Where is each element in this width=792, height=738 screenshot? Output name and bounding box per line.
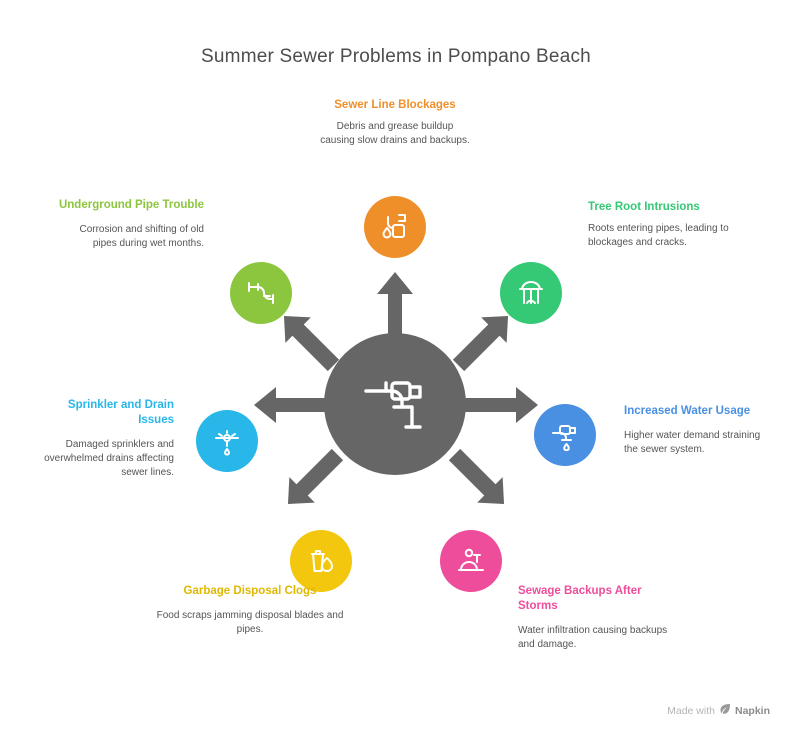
block-garbage-disposal-clogs: [148, 584, 352, 637]
node-sprinkler-and-drain-issues[interactable]: [196, 410, 258, 472]
node-garbage-disposal-clogs[interactable]: [290, 530, 352, 592]
block-desc: Water infiltration causing backups and damage.: [518, 625, 668, 650]
block-title: Underground Pipe Trouble: [58, 199, 204, 211]
node-underground-pipe-trouble[interactable]: [230, 262, 292, 324]
block-sewage-backups-after-storms: [518, 584, 668, 652]
arrow-down-left: [276, 444, 348, 516]
made-with-label: Made with: [667, 704, 715, 717]
node-sewage-backups-after-storms[interactable]: [440, 530, 502, 592]
block-desc: Corrosion and shifting of old pipes during wet months.: [79, 224, 204, 249]
block-desc: Higher water demand straining the sewer system.: [624, 430, 761, 455]
block-tree-root-intrusions: [588, 200, 738, 250]
sprinkler-icon: [211, 425, 243, 457]
waste-bin-icon: [305, 545, 337, 577]
faucet-drip-icon: [549, 419, 581, 451]
napkin-brand-label: Napkin: [734, 704, 770, 717]
arrow-left: [252, 384, 332, 426]
pipe-faucet-icon: [362, 375, 428, 433]
block-title: Garbage Disposal Clogs: [183, 585, 317, 597]
block-desc: Food scraps jamming disposal blades and pipes.: [156, 610, 344, 635]
page-title: Summer Sewer Problems in Pompano Beach: [201, 46, 591, 67]
block-desc: Roots entering pipes, leading to blockages and cracks.: [588, 223, 729, 248]
node-increased-water-usage[interactable]: [534, 404, 596, 466]
block-title: Tree Root Intrusions: [588, 201, 700, 213]
person-plunger-icon: [455, 545, 487, 577]
block-underground-pipe-trouble: [54, 198, 204, 251]
block-title: Sprinkler and Drain Issues: [67, 399, 174, 426]
tree-roots-icon: [515, 277, 547, 309]
block-sewer-line-blockages: [320, 98, 470, 148]
made-with-napkin-watermark[interactable]: [667, 703, 770, 718]
leaf-icon: [719, 703, 731, 718]
block-sprinkler-and-drain-issues: [42, 398, 174, 480]
block-title: Sewage Backups After Storms: [518, 585, 642, 612]
node-tree-root-intrusions[interactable]: [500, 262, 562, 324]
block-desc: Debris and grease buildup causing slow drains and backups.: [320, 121, 470, 146]
central-hub: [324, 333, 466, 475]
block-title: Sewer Line Blockages: [334, 99, 456, 111]
node-sewer-line-blockages[interactable]: [364, 196, 426, 258]
block-desc: Damaged sprinklers and overwhelmed drains affecting sewer lines.: [44, 439, 174, 478]
block-increased-water-usage: [624, 404, 774, 457]
bent-pipe-icon: [245, 277, 277, 309]
block-title: Increased Water Usage: [624, 405, 751, 417]
arrow-down-right: [444, 444, 516, 516]
arrow-right: [460, 384, 540, 426]
grease-trap-icon: [379, 211, 411, 243]
